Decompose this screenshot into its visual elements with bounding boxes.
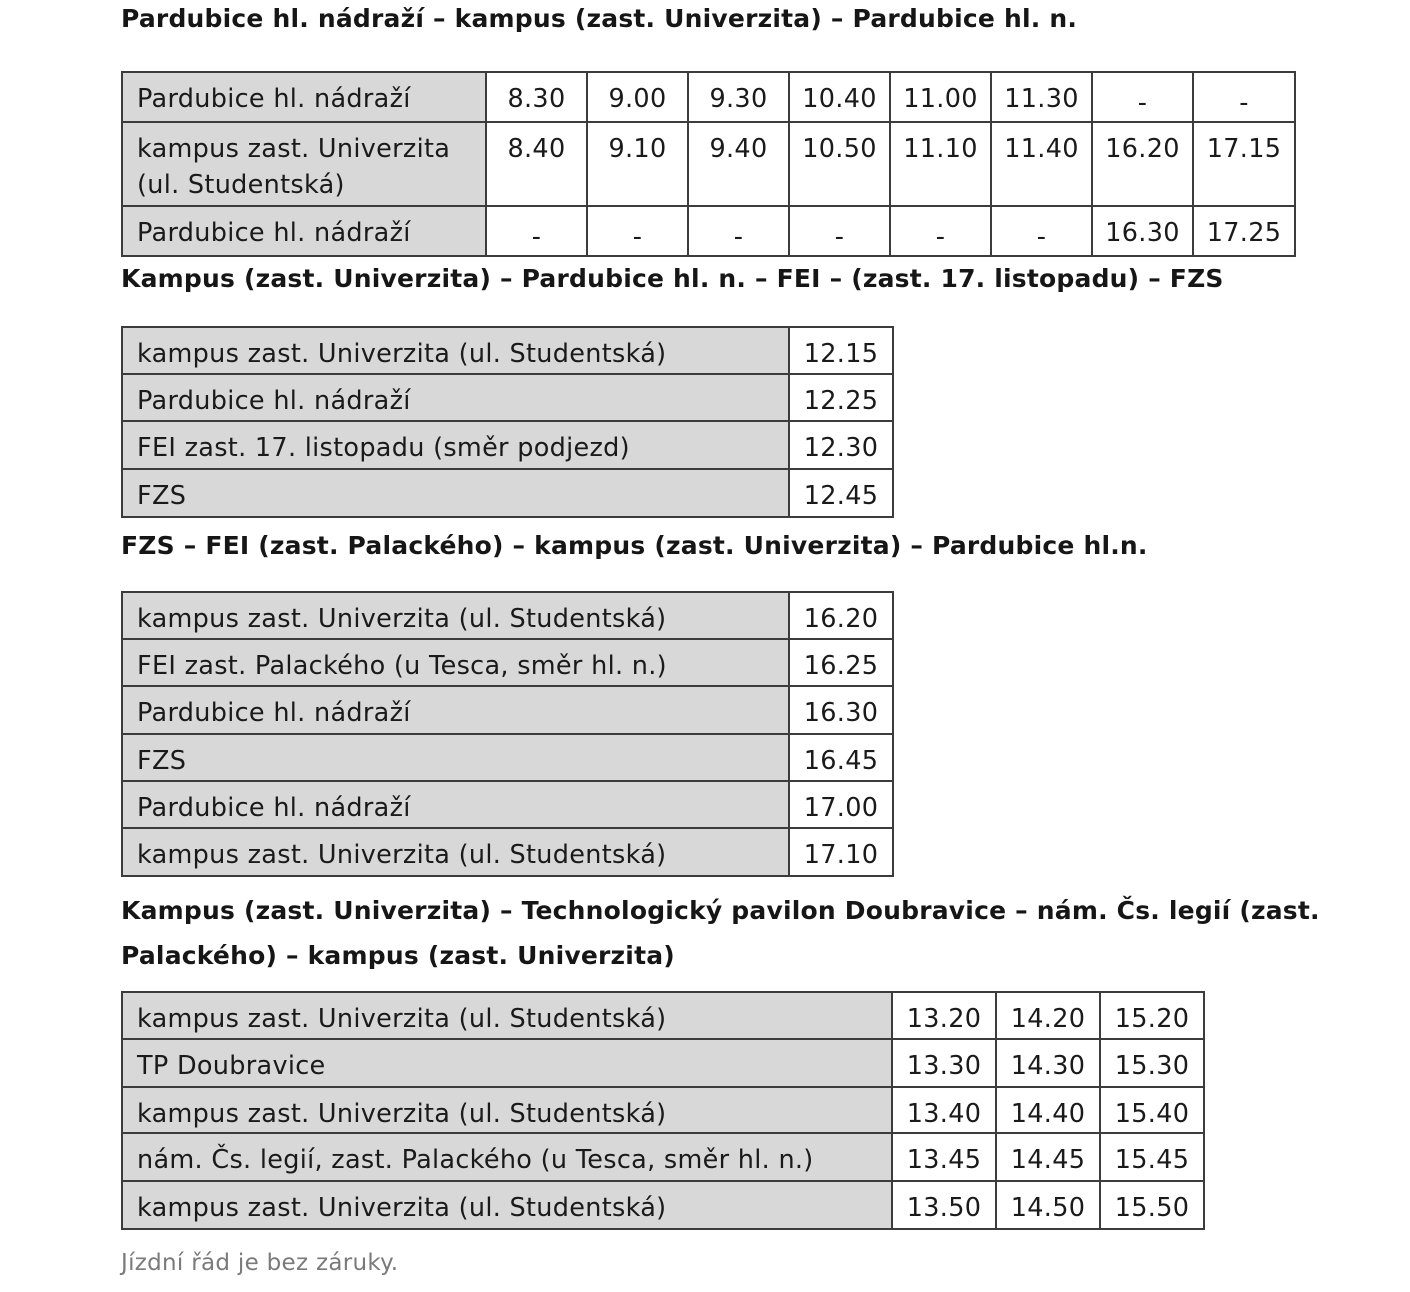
departure-time: 16.25 [789,639,893,686]
departure-time: 17.25 [1193,206,1295,256]
table-row [122,592,893,639]
stop-name: kampus zast. Univerzita (ul. Studentská) [122,122,486,206]
departure-time: - [587,206,688,256]
departure-time: 12.25 [789,374,893,421]
timetable-4 [121,991,1205,1230]
departure-time: 17.15 [1193,122,1295,206]
section-heading-1: Pardubice hl. nádraží – kampus (zast. Univerzita) – Pardubice hl. n. [121,4,1078,33]
table-row [122,469,893,517]
section-heading-2: Kampus (zast. Univerzita) – Pardubice hl. n. – FEI – (zast. 17. listopadu) – FZS [121,264,1224,293]
table-row [122,781,893,828]
departure-time: 17.10 [789,828,893,876]
departure-time: 16.45 [789,734,893,781]
departure-time: 16.30 [789,686,893,734]
stop-name: Pardubice hl. nádraží [122,72,486,122]
table-row [122,992,1204,1039]
departure-time: - [789,206,890,256]
departure-time: 14.40 [996,1087,1100,1133]
table-row [122,1133,1204,1181]
departure-time: - [1193,72,1295,122]
section-heading-3: FZS – FEI (zast. Palackého) – kampus (zast. Univerzita) – Pardubice hl.n. [121,531,1148,560]
departure-time: 11.30 [991,72,1092,122]
table-row [122,686,893,734]
stop-name: nám. Čs. legií, zast. Palackého (u Tesca, směr hl. n.) [122,1133,892,1181]
table-row [122,421,893,469]
table-row [122,1087,1204,1133]
departure-time: 16.20 [1092,122,1193,206]
timetable-1 [121,71,1296,257]
stop-name: kampus zast. Univerzita (ul. Studentská) [122,992,892,1039]
departure-time: 14.50 [996,1181,1100,1229]
departure-time: 15.20 [1100,992,1204,1039]
departure-time: 15.50 [1100,1181,1204,1229]
departure-time: 9.00 [587,72,688,122]
table-row [122,734,893,781]
table-row [122,1181,1204,1229]
departure-time: 16.30 [1092,206,1193,256]
departure-time: 15.45 [1100,1133,1204,1181]
timetable-3 [121,591,894,877]
table-row [122,828,893,876]
departure-time: 10.50 [789,122,890,206]
departure-time: - [1092,72,1193,122]
departure-time: 13.20 [892,992,996,1039]
departure-time: - [890,206,991,256]
departure-time: 8.30 [486,72,587,122]
stop-name: kampus zast. Univerzita (ul. Studentská) [122,1181,892,1229]
departure-time: 13.50 [892,1181,996,1229]
section-heading-4: Kampus (zast. Univerzita) – Technologický pavilon Doubravice – nám. Čs. legií (zast. Palackého) – kampus (zast. Univerzita) [121,896,1320,970]
stop-name: kampus zast. Univerzita (ul. Studentská) [122,592,789,639]
departure-time: 12.45 [789,469,893,517]
departure-time: 16.20 [789,592,893,639]
disclaimer-note: Jízdní řád je bez záruky. [121,1250,399,1276]
stop-name: kampus zast. Univerzita (ul. Studentská) [122,828,789,876]
departure-time: 9.40 [688,122,789,206]
departure-time: 9.10 [587,122,688,206]
departure-time: 11.10 [890,122,991,206]
table-row [122,374,893,421]
stop-name: FEI zast. Palackého (u Tesca, směr hl. n.) [122,639,789,686]
timetable-2 [121,326,894,518]
stop-name: FEI zast. 17. listopadu (směr podjezd) [122,421,789,469]
departure-time: 13.45 [892,1133,996,1181]
departure-time: 14.30 [996,1039,1100,1087]
stop-name: FZS [122,734,789,781]
departure-time: 13.30 [892,1039,996,1087]
stop-name: Pardubice hl. nádraží [122,781,789,828]
departure-time: - [991,206,1092,256]
stop-name: kampus zast. Univerzita (ul. Studentská) [122,1087,892,1133]
departure-time: - [688,206,789,256]
table-row [122,1039,1204,1087]
departure-time: 8.40 [486,122,587,206]
departure-time: 15.30 [1100,1039,1204,1087]
departure-time: 11.00 [890,72,991,122]
table-row [122,639,893,686]
departure-time: 12.15 [789,327,893,374]
departure-time: 11.40 [991,122,1092,206]
departure-time: 10.40 [789,72,890,122]
table-row [122,122,1295,206]
stop-name: FZS [122,469,789,517]
stop-name: TP Doubravice [122,1039,892,1087]
departure-time: 12.30 [789,421,893,469]
stop-name: kampus zast. Univerzita (ul. Studentská) [122,327,789,374]
table-row [122,72,1295,122]
departure-time: 17.00 [789,781,893,828]
table-row [122,206,1295,256]
stop-name: Pardubice hl. nádraží [122,206,486,256]
stop-name: Pardubice hl. nádraží [122,374,789,421]
departure-time: 13.40 [892,1087,996,1133]
table-row [122,327,893,374]
departure-time: 14.20 [996,992,1100,1039]
departure-time: 15.40 [1100,1087,1204,1133]
departure-time: 14.45 [996,1133,1100,1181]
stop-name: Pardubice hl. nádraží [122,686,789,734]
departure-time: 9.30 [688,72,789,122]
departure-time: - [486,206,587,256]
